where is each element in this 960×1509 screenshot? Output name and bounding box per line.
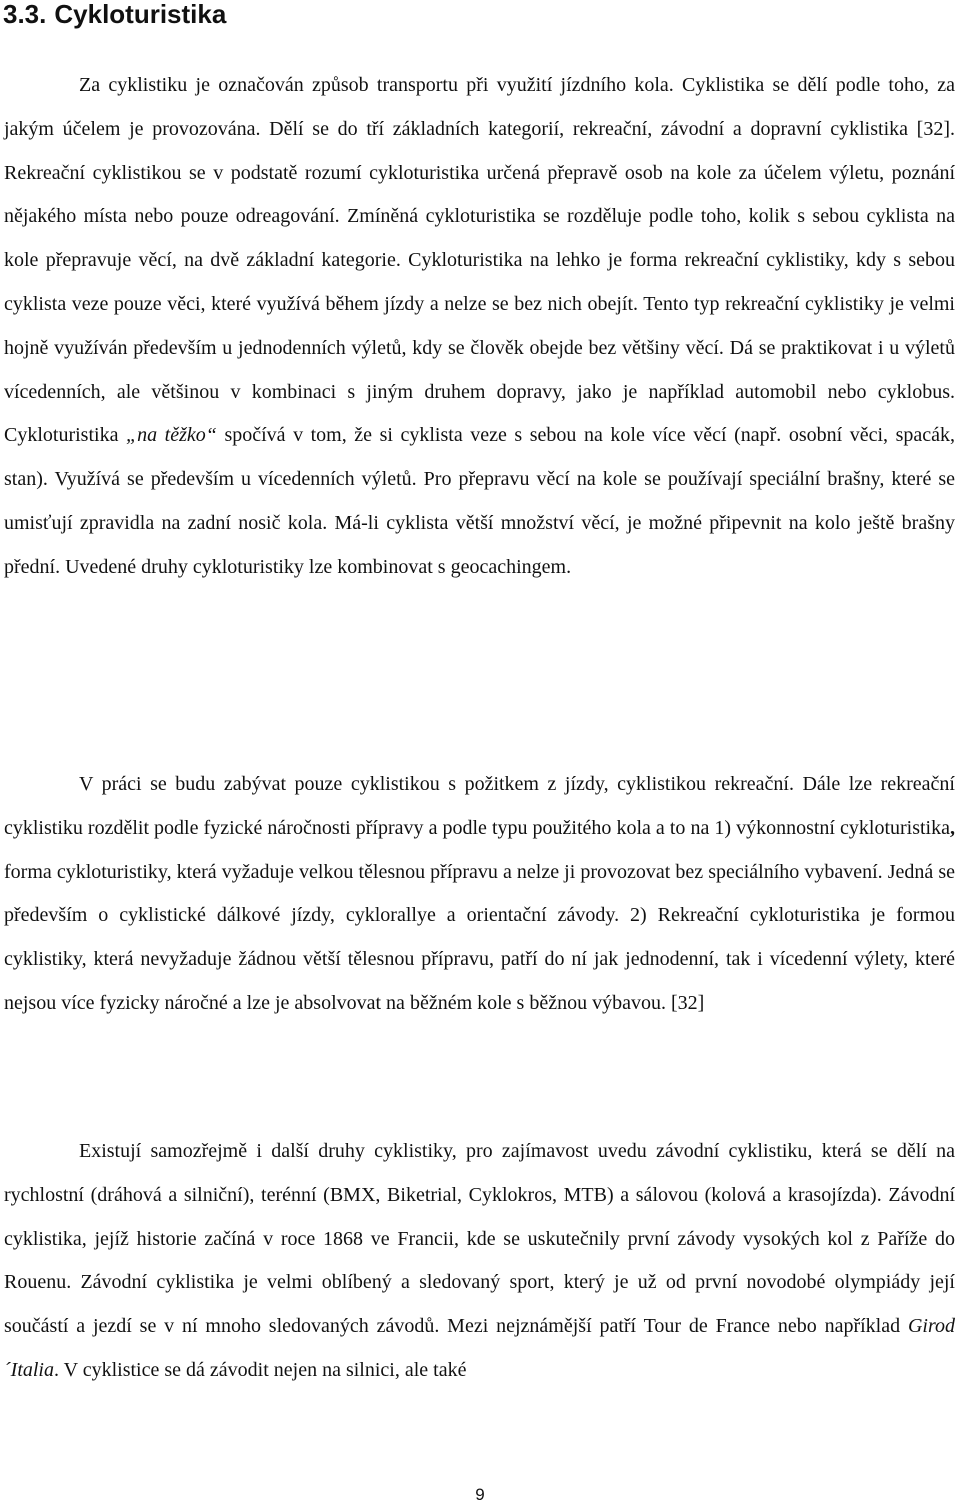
section-number: 3.3. (3, 0, 47, 29)
text-segment: Za cyklistiku je označován způsob transportu při využití jízdního kola. Cyklistika se dělí podle toho, za jakým účelem je provozována. Dělí se do tří základních kategorií, rekreační, závodní a dopravní cyklistika [32]. Rekreační cyklistikou se v podstatě rozumí cykloturistika určená přepravě osob na kole za účelem výletu, poznání nějakého místa nebo pouze odreagování. Zmíněná cykloturistika se rozděluje podle toho, kolik s sebou cyklista na kole přepravuje věcí, na dvě základní kategorie. Cykloturistika na lehko je forma rekreační cyklistiky, kdy s sebou cyklista veze pouze věci, které využívá během jízdy a nelze se bez nich obejít. Tento typ rekreační cyklistiky je velmi hojně využíván především u jednodenních výletů, kdy se člověk obejde bez většiny věcí. Dá se praktikovat i u výletů vícedenních, ale většinou v kombinaci s jiným druhem dopravy, jako je například automobil nebo cyklobus. Cykloturistika (4, 74, 955, 447)
text-segment: spočívá v tom, že si cyklista veze s sebou na kole více věcí (např. osobní věci, spacák, stan). Využívá se především u vícedenních výletů. Pro přepravu věcí na kole se používají speciální brašny, které se umisťují zpravidla na zadní nosič kola. Má-li cyklista větší množství věcí, je možné připevnit na kolo ještě brašny přední. Uvedené druhy cykloturistiky lze kombinovat s geocachingem. (4, 424, 955, 578)
bold-comma: , (950, 816, 955, 839)
text-segment: Existují samozřejmě i další druhy cyklistiky, pro zajímavost uvedu závodní cyklistiku, která se dělí na rychlostní (dráhová a silniční), terénní (BMX, Biketrial, Cyklokros, MTB) a sálovou (kolová a krasojízda). Závodní cyklistika, jejíž historie začíná v roce 1868 ve Francii, kde se uskutečnily první závody vysokých kol z Paříže do Rouenu. Závodní cyklistika je velmi oblíbený a sledovaný sport, který je už od první novodobé olympiády její součástí a jezdí se v ní mnoho sledovaných závodů. Mezi nejznámější patří Tour de France nebo například (4, 1140, 955, 1338)
text-segment: V práci se budu zabývat pouze cyklistikou s požitkem z jízdy, cyklistikou rekreační. Dále lze rekreační cyklistiku rozdělit podle fyzické náročnosti přípravy a podle typu použitého kola a to na 1) výkonnostní cykloturistika (4, 773, 955, 839)
paragraph-2 (4, 763, 955, 1026)
text-segment: forma cykloturistiky, která vyžaduje velkou tělesnou přípravu a nelze ji provozovat bez speciálního vybavení. Jedná se především o cyklistické dálkové jízdy, cyklorallye a orientační závody. 2) Rekreační cykloturistika je formou cyklistiky, která nevyžaduje žádnou větší tělesnou přípravu, patří do ní jak jednodenní, tak i vícedenní výlety, které nejsou více fyzicky náročné a lze je absolvovat na běžném kole s běžnou výbavou. [32] (4, 860, 955, 1014)
text-segment: . V cyklistice se dá závodit nejen na silnici, ale také (54, 1358, 467, 1381)
italic-term-na-tezko: „na těžko“ (126, 424, 217, 447)
paragraph-1 (4, 64, 955, 590)
section-heading (3, 0, 226, 30)
page-number: 9 (475, 1485, 485, 1504)
paragraph-3 (4, 1130, 955, 1393)
italic-term-giro: Girod´Italia (4, 1315, 955, 1381)
section-title: Cykloturistika (54, 0, 227, 29)
